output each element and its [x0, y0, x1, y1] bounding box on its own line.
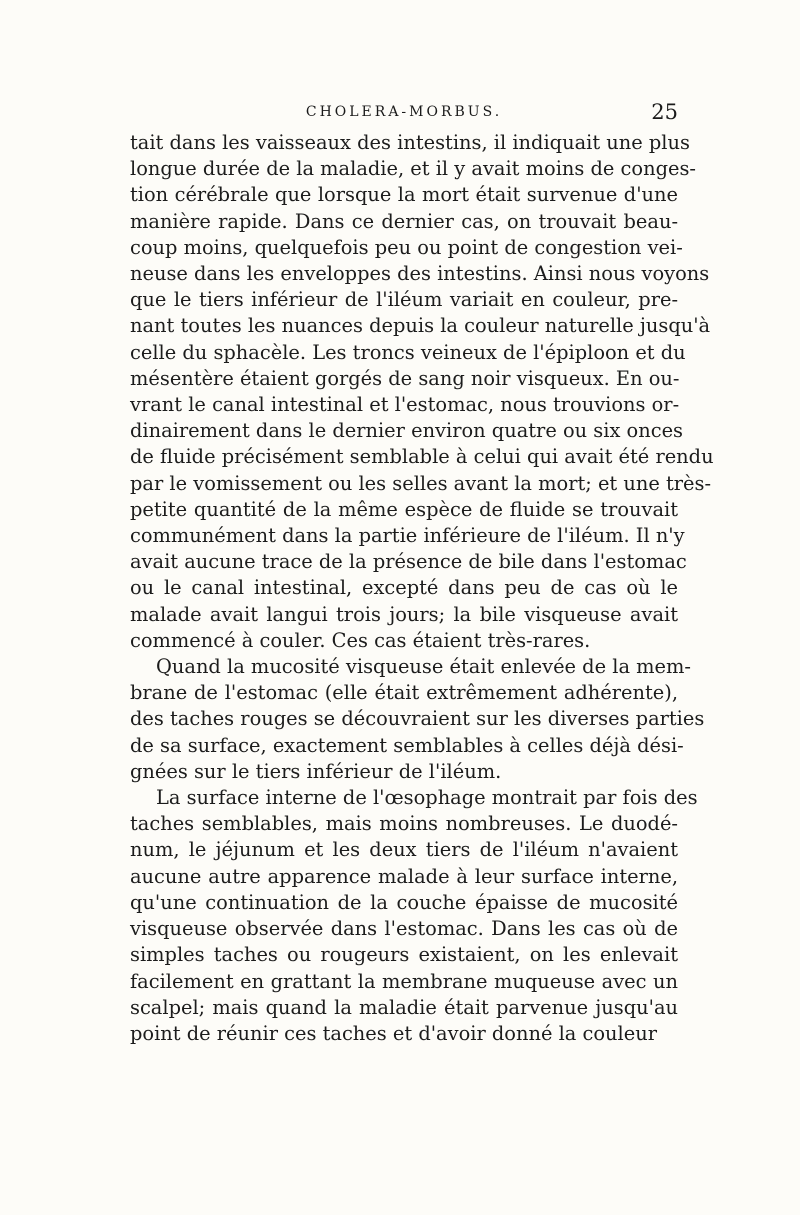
- text-line: manière rapide. Dans ce dernier cas, on trouvait beau-: [130, 209, 678, 233]
- text-line: point de réunir ces taches et d'avoir donné la couleur: [130, 1021, 657, 1045]
- text-line: avait aucune trace de la présence de bile dans l'estomac: [130, 550, 687, 574]
- text-line: La surface interne de l'œsophage montrait par fois des: [156, 786, 698, 810]
- text-line: petite quantité de la même espèce de fluide se trouvait: [130, 497, 678, 521]
- text-line: Quand la mucosité visqueuse était enlevée de la mem-: [156, 655, 691, 679]
- text-line: taches semblables, mais moins nombreuses. Le duodé-: [130, 812, 678, 836]
- text-line: qu'une continuation de la couche épaisse de mucosité: [130, 890, 678, 914]
- text-line: vrant le canal intestinal et l'estomac, nous trouvions or-: [130, 393, 680, 417]
- text-line: brane de l'estomac (elle était extrêmement adhérente),: [130, 681, 678, 705]
- text-line: par le vomissement ou les selles avant la mort; et une très-: [130, 471, 712, 495]
- text-line: des taches rouges se découvraient sur les diverses parties: [130, 707, 705, 731]
- text-line: de sa surface, exactement semblables à celles déjà dési-: [130, 733, 684, 757]
- text-line: simples taches ou rougeurs existaient, on les enlevait: [130, 943, 678, 967]
- body-text: [130, 130, 714, 1047]
- text-line: tion cérébrale que lorsque la mort était survenue d'une: [130, 183, 678, 207]
- paragraph-1: [130, 130, 714, 654]
- text-line: num, le jéjunum et les deux tiers de l'iléum n'avaient: [130, 838, 678, 862]
- text-line: celle du sphacèle. Les troncs veineux de l'épiploon et du: [130, 340, 686, 364]
- running-head: [130, 100, 678, 126]
- text-line: communément dans la partie inférieure de l'iléum. Il n'y: [130, 524, 685, 548]
- text-line: facilement en grattant la membrane muqueuse avec un: [130, 969, 678, 993]
- text-line: tait dans les vaisseaux des intestins, il indiquait une plus: [130, 131, 690, 154]
- text-line: aucune autre apparence malade à leur surface interne,: [130, 864, 678, 888]
- text-line: nant toutes les nuances depuis la couleur naturelle jusqu'à: [130, 314, 711, 338]
- text-line: gnées sur le tiers inférieur de l'iléum.: [130, 759, 502, 783]
- text-line: visqueuse observée dans l'estomac. Dans les cas où de: [130, 917, 678, 941]
- text-line: que le tiers inférieur de l'iléum variait en couleur, pre-: [130, 288, 678, 312]
- text-line: coup moins, quelquefois peu ou point de congestion vei-: [130, 235, 683, 259]
- text-line: dinairement dans le dernier environ quatre ou six onces: [130, 419, 683, 443]
- text-line: mésentère étaient gorgés de sang noir visqueux. En ou-: [130, 366, 680, 390]
- text-line: de fluide précisément semblable à celui qui avait été rendu: [130, 445, 714, 469]
- paragraph-3: [130, 785, 698, 1047]
- paragraph-2: [130, 654, 705, 785]
- text-line: malade avait langui trois jours; la bile visqueuse avait: [130, 602, 678, 626]
- page-number: 25: [651, 100, 678, 124]
- text-line: longue durée de la maladie, et il y avait moins de conges-: [130, 157, 696, 181]
- running-title: CHOLERA-MORBUS.: [305, 104, 503, 120]
- text-line: neuse dans les enveloppes des intestins. Ainsi nous voyons: [130, 262, 710, 286]
- text-line: ou le canal intestinal, excepté dans peu de cas où le: [130, 576, 678, 600]
- text-line: scalpel; mais quand la maladie était parvenue jusqu'au: [130, 995, 678, 1019]
- text-line: commencé à couler. Ces cas étaient très-rares.: [130, 628, 591, 652]
